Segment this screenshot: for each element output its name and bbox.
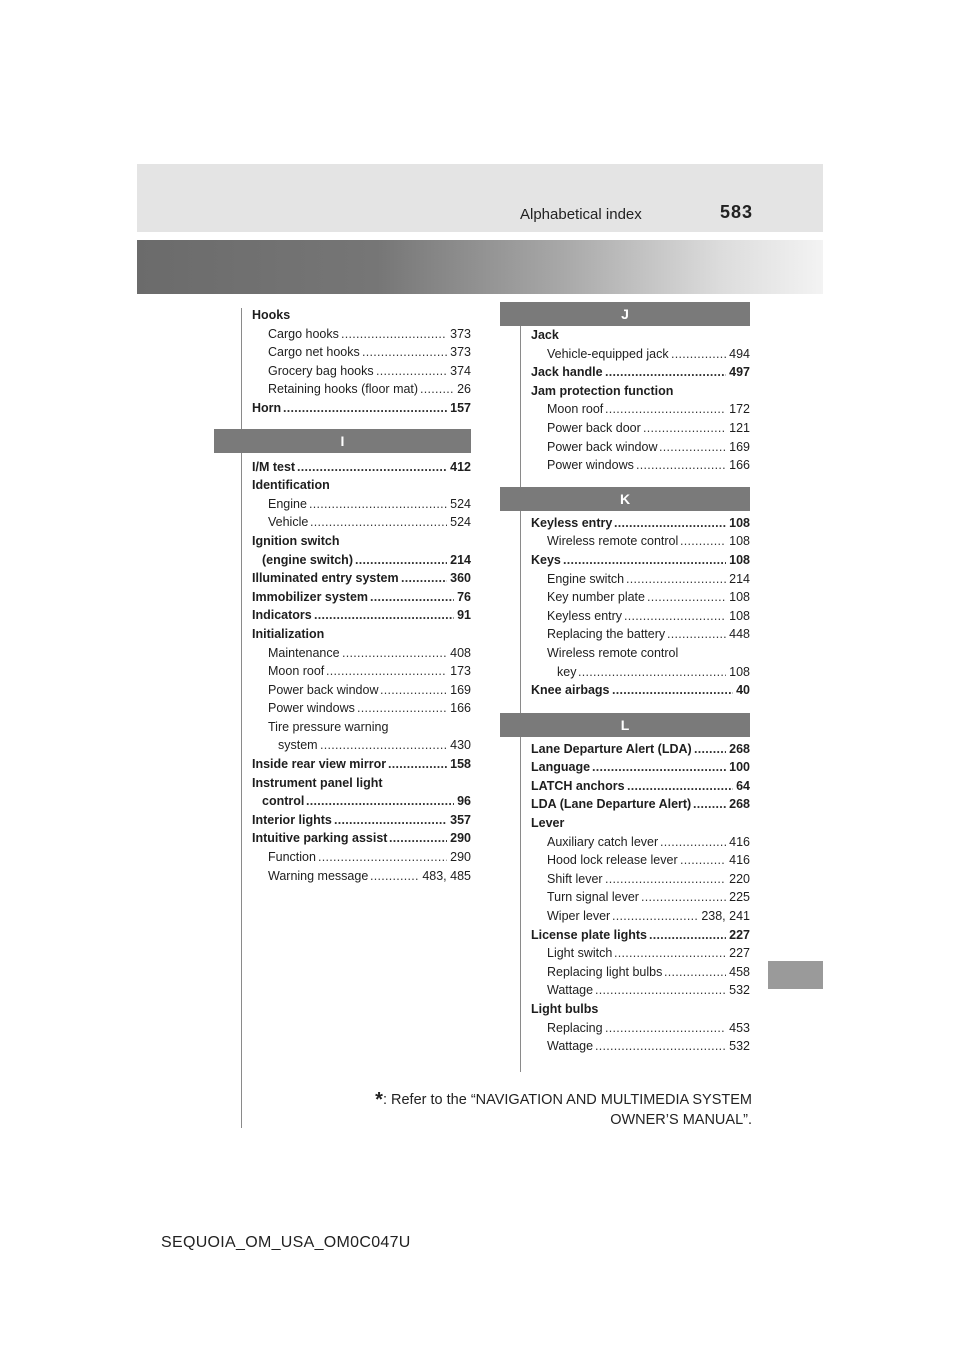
dot-leader	[326, 662, 447, 681]
index-entry-page: 169	[450, 682, 471, 697]
index-entry	[531, 907, 750, 926]
index-entry	[252, 513, 471, 532]
dot-leader	[641, 888, 726, 907]
dot-leader	[341, 325, 447, 344]
index-entry-page: 158	[450, 757, 471, 772]
index-entry-page: 408	[450, 645, 471, 660]
index-entry	[531, 981, 750, 1000]
index-entry-page: 268	[729, 741, 750, 756]
index-entry-term: Lane Departure Alert (LDA)	[531, 741, 692, 756]
index-entry	[531, 944, 750, 963]
dot-leader	[626, 570, 726, 589]
index-entry-term: Wattage	[547, 1039, 594, 1054]
index-entry	[531, 870, 750, 889]
index-entry-term: Moon roof	[547, 402, 604, 417]
dot-leader	[643, 419, 726, 438]
dot-leader	[667, 625, 726, 644]
index-entry-term: Jam protection function	[531, 383, 674, 398]
index-entry-page: 532	[729, 983, 750, 998]
index-entry	[252, 306, 471, 325]
dot-leader	[647, 588, 726, 607]
index-entry-term: Maintenance	[268, 645, 340, 660]
index-entry-page: 374	[450, 363, 471, 378]
index-entry	[252, 811, 471, 830]
dot-leader	[388, 755, 447, 774]
dot-leader	[297, 458, 447, 477]
entries-section-i	[252, 458, 471, 886]
section-letter-l: L	[500, 713, 750, 737]
index-entry-page: 157	[450, 400, 471, 415]
dot-leader	[595, 981, 726, 1000]
index-entry-page: 494	[729, 346, 750, 361]
index-entry-page: 373	[450, 326, 471, 341]
index-entry-page: 416	[729, 834, 750, 849]
index-entry	[252, 774, 471, 793]
index-entry-page: 268	[729, 797, 750, 812]
index-entry-page: 172	[729, 402, 750, 417]
index-entry-term: (engine switch)	[262, 552, 353, 567]
index-entry-page: 91	[457, 608, 471, 623]
index-entry-term: Intuitive parking assist	[252, 831, 388, 846]
index-entry-page: 357	[450, 812, 471, 827]
index-entry-term: Power back window	[268, 682, 379, 697]
dot-leader	[578, 663, 726, 682]
index-entry	[252, 699, 471, 718]
footnote-marker: *	[375, 1089, 383, 1111]
dot-leader	[283, 399, 447, 418]
index-entry-term: Hood lock release lever	[547, 853, 678, 868]
index-entry-page: 360	[450, 571, 471, 586]
index-entry-term: key	[557, 664, 577, 679]
index-entry-term: Interior lights	[252, 812, 332, 827]
footnote	[340, 1090, 752, 1130]
index-entry	[252, 495, 471, 514]
index-entry-page: 290	[450, 831, 471, 846]
dot-leader	[649, 926, 726, 945]
index-entry-term: Function	[268, 850, 316, 865]
index-entry-term: Turn signal lever	[547, 890, 639, 905]
section-letter-k: K	[500, 487, 750, 511]
index-entry-term: LDA (Lane Departure Alert)	[531, 797, 692, 812]
index-entry-term: Cargo hooks	[268, 326, 339, 341]
dot-leader	[355, 551, 447, 570]
index-entry-page: 100	[729, 760, 750, 775]
index-entry	[531, 514, 750, 533]
index-entry-term: Replacing the battery	[547, 627, 666, 642]
index-entry	[252, 829, 471, 848]
index-entry	[531, 1019, 750, 1038]
dot-leader	[612, 681, 733, 700]
index-entry	[252, 476, 471, 495]
index-entry	[531, 570, 750, 589]
index-entry-page: 214	[729, 571, 750, 586]
index-entry-term: Keys	[531, 552, 561, 567]
index-entry-page: 290	[450, 850, 471, 865]
index-entry	[252, 588, 471, 607]
dot-leader	[362, 343, 447, 362]
index-entry	[252, 458, 471, 477]
index-entry-page: 64	[736, 778, 750, 793]
index-entry-page: 430	[450, 738, 471, 753]
dot-leader	[595, 1037, 726, 1056]
index-entry-term: Key number plate	[547, 590, 645, 605]
entries-top	[252, 306, 471, 418]
index-entry	[531, 326, 750, 345]
index-entry-term: Retaining hooks (floor mat)	[268, 382, 419, 397]
index-entry-page: 227	[729, 927, 750, 942]
index-entry-page: 108	[729, 515, 750, 530]
index-entry-term: Knee airbags	[531, 683, 610, 698]
index-entry-page: 96	[457, 794, 471, 809]
index-entry-term: Warning message	[268, 868, 369, 883]
dot-leader	[401, 569, 447, 588]
index-entry-page: 458	[729, 964, 750, 979]
index-entry	[531, 795, 750, 814]
dot-leader	[605, 1019, 726, 1038]
index-entry	[531, 926, 750, 945]
footnote-line-2: OWNER’S MANUAL”.	[610, 1112, 752, 1128]
dot-leader	[389, 829, 447, 848]
entries-section-k	[531, 514, 750, 700]
index-entry	[252, 755, 471, 774]
dot-leader	[614, 514, 726, 533]
index-entry	[252, 362, 471, 381]
dot-leader	[563, 551, 726, 570]
dot-leader	[605, 400, 726, 419]
index-entry	[252, 532, 471, 551]
index-entry-term: Initialization	[252, 626, 325, 641]
index-entry-term: Moon roof	[268, 664, 325, 679]
index-entry-page: 448	[729, 627, 750, 642]
right-index-column	[531, 302, 750, 1056]
index-entry-page: 373	[450, 345, 471, 360]
index-entry-page: 416	[729, 853, 750, 868]
index-entry-term: Jack	[531, 328, 559, 342]
left-index-column	[252, 306, 471, 885]
index-entry-term: Engine	[268, 496, 307, 511]
dot-leader	[680, 532, 726, 551]
dot-leader	[605, 870, 726, 889]
index-entry-term: Power windows	[547, 458, 634, 473]
index-entry	[252, 736, 471, 755]
index-entry-page: 214	[450, 552, 471, 567]
index-entry	[531, 419, 750, 438]
index-entry	[252, 343, 471, 362]
index-entry-page: 40	[736, 683, 750, 698]
index-entry-page: 108	[729, 608, 750, 623]
index-entry-term: LATCH anchors	[531, 778, 625, 793]
index-entry-page: 238, 241	[701, 909, 750, 924]
index-entry-page: 169	[729, 439, 750, 454]
index-entry-term: control	[262, 794, 305, 809]
index-entry-page: 220	[729, 871, 750, 886]
index-entry	[531, 551, 750, 570]
index-entry	[531, 814, 750, 833]
section-letter-j: J	[500, 302, 750, 326]
index-entry-page: 121	[729, 420, 750, 435]
index-entry-term: Light switch	[547, 946, 613, 961]
index-entry-term: Power windows	[268, 701, 355, 716]
index-entry-term: Inside rear view mirror	[252, 757, 387, 772]
index-entry-page: 108	[729, 590, 750, 605]
section-thumb-tab	[768, 961, 823, 989]
dot-leader	[370, 588, 454, 607]
index-entry-term: Wireless remote control	[547, 645, 679, 660]
dot-leader	[592, 758, 726, 777]
index-entry	[252, 551, 471, 570]
dot-leader	[612, 907, 698, 926]
index-entry-term: Immobilizer system	[252, 589, 369, 604]
index-entry-page: 227	[729, 946, 750, 961]
index-entry-term: Hooks	[252, 308, 291, 322]
index-entry	[252, 644, 471, 663]
index-entry-page: 497	[729, 365, 750, 380]
index-entry-term: Wireless remote control	[547, 534, 679, 549]
index-entry	[531, 663, 750, 682]
index-entry	[531, 400, 750, 419]
dot-leader	[680, 851, 726, 870]
index-entry	[531, 681, 750, 700]
dot-leader	[627, 777, 733, 796]
dot-leader	[420, 380, 454, 399]
index-entry-page: 524	[450, 496, 471, 511]
index-entry-term: Engine switch	[547, 571, 625, 586]
index-entry	[252, 399, 471, 418]
index-entry-term: Auxiliary catch lever	[547, 834, 659, 849]
dot-leader	[694, 740, 726, 759]
dot-leader	[318, 848, 447, 867]
index-entry	[252, 625, 471, 644]
dot-leader	[342, 644, 447, 663]
index-entry-page: 166	[450, 701, 471, 716]
index-entry	[531, 1037, 750, 1056]
index-entry	[531, 607, 750, 626]
dot-leader	[320, 736, 447, 755]
decorative-gradient-bar	[137, 240, 823, 294]
dot-leader	[357, 699, 447, 718]
index-entry-page: 173	[450, 664, 471, 679]
page-number: 583	[720, 202, 754, 222]
index-entry	[531, 588, 750, 607]
index-entry-page: 108	[729, 664, 750, 679]
index-entry-term: Wiper lever	[547, 909, 611, 924]
dot-leader	[306, 792, 454, 811]
index-entry	[531, 833, 750, 852]
dot-leader	[309, 495, 447, 514]
dot-leader	[314, 606, 454, 625]
index-entry	[531, 456, 750, 475]
dot-leader	[624, 607, 726, 626]
index-entry-term: Illuminated entry system	[252, 571, 399, 586]
dot-leader	[370, 867, 419, 886]
index-entry	[531, 758, 750, 777]
index-entry-page: 453	[729, 1020, 750, 1035]
index-entry	[252, 792, 471, 811]
entries-section-j	[531, 326, 750, 475]
dot-leader	[380, 681, 447, 700]
index-entry	[252, 867, 471, 886]
index-entry	[531, 740, 750, 759]
dot-leader	[660, 833, 726, 852]
dot-leader	[664, 963, 726, 982]
index-entry-term: Identification	[252, 478, 330, 493]
index-entry-term: Instrument panel light	[252, 775, 383, 790]
right-column-rule	[520, 308, 521, 1072]
index-entry-page: 524	[450, 515, 471, 530]
dot-leader	[636, 456, 726, 475]
index-entry	[531, 1000, 750, 1019]
index-entry-page: 532	[729, 1039, 750, 1054]
index-entry-term: Jack handle	[531, 365, 603, 380]
index-entry-term: Cargo net hooks	[268, 345, 360, 360]
index-entry-term: Language	[531, 760, 591, 775]
dot-leader	[614, 944, 726, 963]
index-entry-term: Grocery bag hooks	[268, 363, 374, 378]
dot-leader	[671, 345, 726, 364]
index-entry	[531, 963, 750, 982]
index-entry	[252, 662, 471, 681]
dot-leader	[693, 795, 726, 814]
dot-leader	[376, 362, 447, 381]
index-entry	[252, 380, 471, 399]
index-entry	[252, 848, 471, 867]
index-entry	[531, 851, 750, 870]
index-entry-page: 483, 485	[422, 868, 471, 883]
index-entry-term: License plate lights	[531, 927, 648, 942]
index-entry	[531, 644, 750, 663]
entries-section-l	[531, 740, 750, 1056]
footnote-line-1: : Refer to the “NAVIGATION AND MULTIMEDIA SYSTEM	[382, 1092, 752, 1108]
index-entry-term: Ignition switch	[252, 533, 340, 548]
index-entry-term: Indicators	[252, 608, 312, 623]
index-entry-term: Vehicle	[268, 515, 309, 530]
index-entry	[252, 681, 471, 700]
index-entry-term: Wattage	[547, 983, 594, 998]
index-entry	[531, 345, 750, 364]
index-entry-term: Tire pressure warning	[268, 719, 389, 734]
index-entry	[531, 363, 750, 382]
index-entry-term: Power back window	[547, 439, 658, 454]
index-entry-page: 166	[729, 458, 750, 473]
index-entry	[531, 382, 750, 401]
index-entry-term: system	[278, 738, 318, 753]
index-entry	[531, 777, 750, 796]
document-id: SEQUOIA_OM_USA_OM0C047U	[161, 1234, 411, 1251]
index-entry	[252, 569, 471, 588]
index-entry-term: Vehicle-equipped jack	[547, 346, 669, 361]
index-entry-term: Keyless entry	[547, 608, 623, 623]
index-entry-term: Keyless entry	[531, 515, 613, 530]
index-entry	[531, 625, 750, 644]
index-entry	[531, 438, 750, 457]
index-entry-term: Power back door	[547, 420, 641, 435]
index-entry-term: Replacing	[547, 1020, 603, 1035]
dot-leader	[659, 438, 726, 457]
index-entry	[531, 888, 750, 907]
index-entry-page: 76	[457, 589, 471, 604]
index-entry	[252, 606, 471, 625]
index-entry-term: I/M test	[252, 459, 296, 474]
dot-leader	[334, 811, 447, 830]
dot-leader	[605, 363, 726, 382]
index-entry-page: 108	[729, 552, 750, 567]
index-entry-term: Light bulbs	[531, 1002, 599, 1016]
index-entry-page: 225	[729, 890, 750, 905]
index-entry	[252, 325, 471, 344]
index-entry	[531, 532, 750, 551]
running-header-title: Alphabetical index	[520, 206, 642, 223]
index-entry-term: Replacing light bulbs	[547, 964, 663, 979]
index-entry-term: Lever	[531, 816, 565, 831]
dot-leader	[310, 513, 447, 532]
index-entry-term: Horn	[252, 400, 282, 415]
index-entry-page: 26	[457, 382, 471, 397]
index-entry-term: Shift lever	[547, 871, 603, 886]
section-letter-i: I	[214, 429, 471, 453]
index-entry-page: 412	[450, 459, 471, 474]
index-entry-page: 108	[729, 534, 750, 549]
index-entry	[252, 718, 471, 737]
